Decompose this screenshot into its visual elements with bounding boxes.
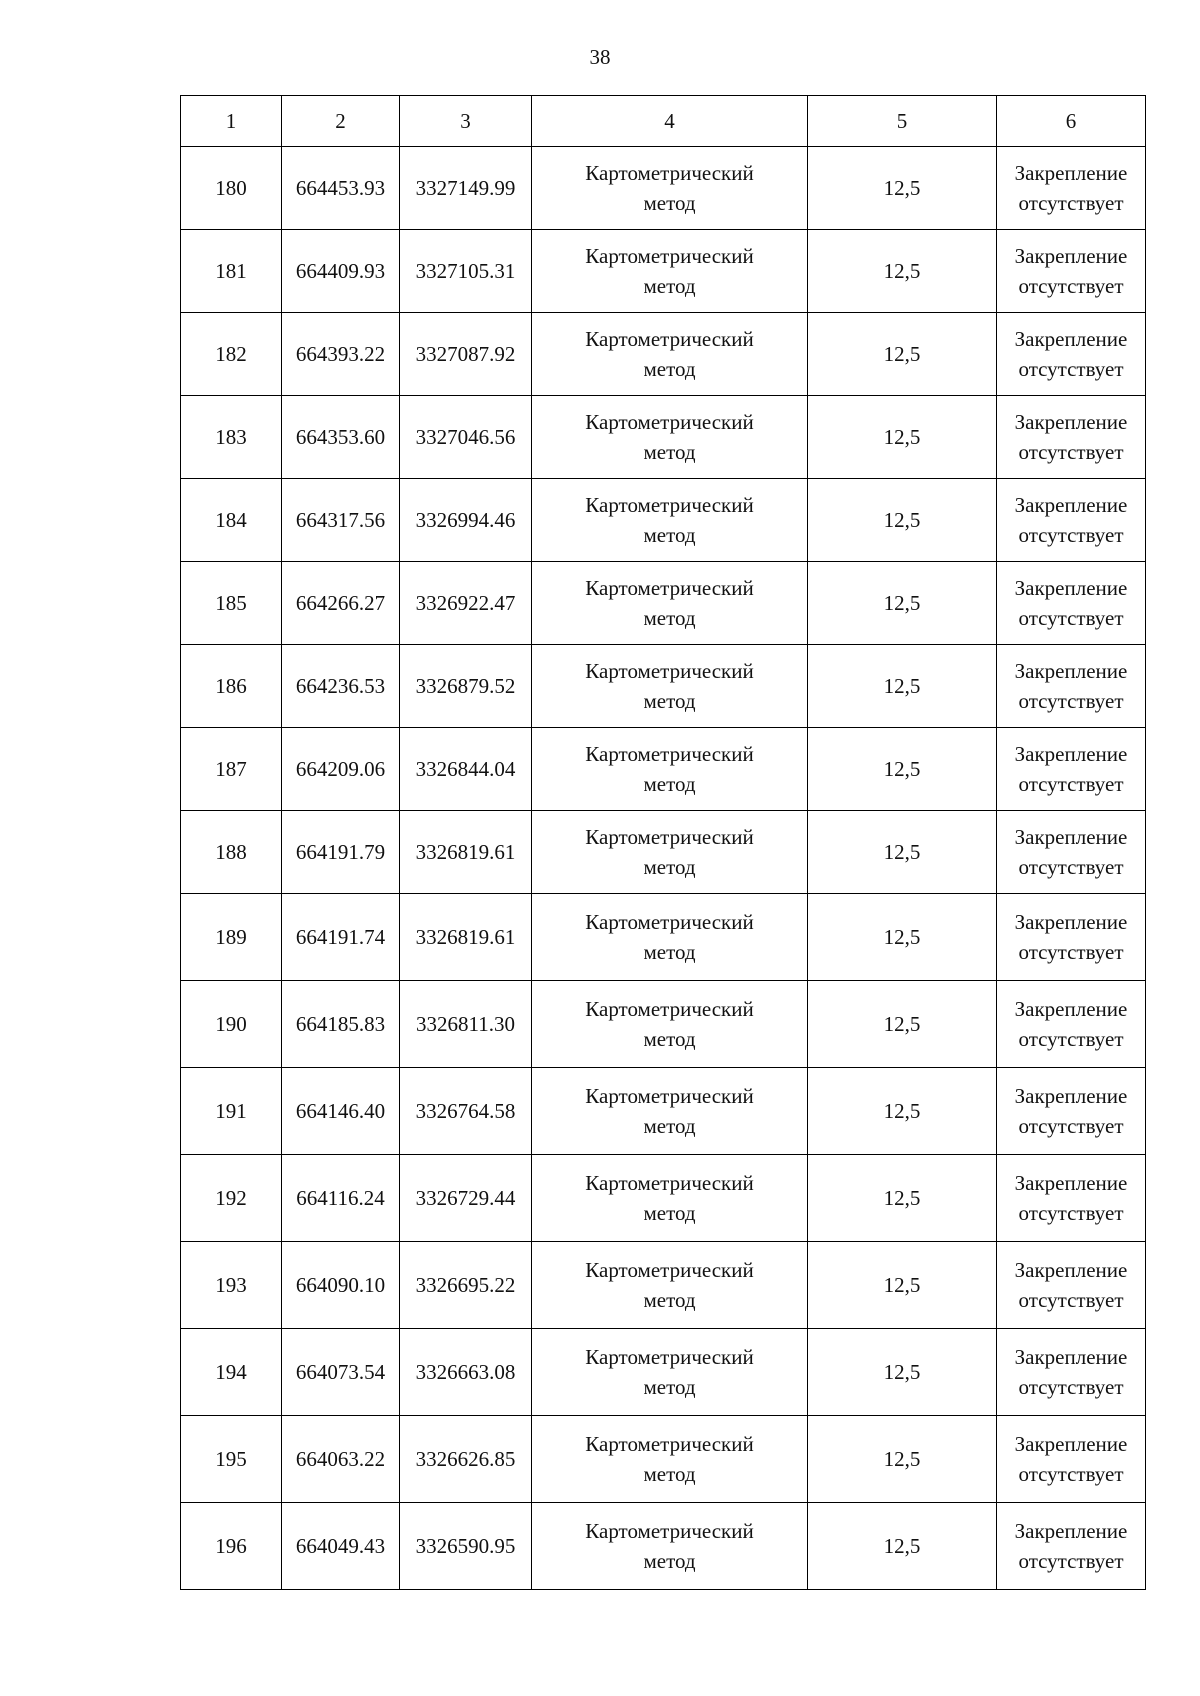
table-row: [181, 562, 1146, 645]
accuracy-cell: 12,5: [808, 1155, 997, 1242]
x-coordinate-cell: 664090.10: [282, 1242, 400, 1329]
y-coordinate-cell: 3326729.44: [400, 1155, 532, 1242]
fixation-cell: [997, 313, 1146, 396]
x-coordinate-cell: 664353.60: [282, 396, 400, 479]
fixation-cell: [997, 562, 1146, 645]
point-number-cell: 181: [181, 230, 282, 313]
point-number-cell: 187: [181, 728, 282, 811]
point-number-cell: 184: [181, 479, 282, 562]
fixation-cell: [997, 1155, 1146, 1242]
method-cell: [532, 1242, 808, 1329]
method-text: Картометрический метод: [585, 742, 754, 796]
coordinates-table: [180, 95, 1146, 1590]
fixation-cell: [997, 396, 1146, 479]
fixation-text: Закрепление отсутствует: [1014, 1171, 1128, 1225]
y-coordinate-cell: 3326590.95: [400, 1503, 532, 1590]
method-cell: [532, 230, 808, 313]
fixation-cell: [997, 728, 1146, 811]
fixation-text: Закрепление отсутствует: [1014, 410, 1128, 464]
y-coordinate-cell: 3326819.61: [400, 894, 532, 981]
point-number-cell: 194: [181, 1329, 282, 1416]
method-cell: [532, 396, 808, 479]
method-text: Картометрический метод: [585, 659, 754, 713]
table-row: [181, 645, 1146, 728]
fixation-cell: [997, 894, 1146, 981]
header-col-1: 1: [181, 96, 282, 147]
y-coordinate-cell: 3327149.99: [400, 147, 532, 230]
method-text: Картометрический метод: [585, 1171, 754, 1225]
method-text: Картометрический метод: [585, 410, 754, 464]
table-row: [181, 1155, 1146, 1242]
table-row: [181, 894, 1146, 981]
accuracy-cell: 12,5: [808, 562, 997, 645]
method-text: Картометрический метод: [585, 1432, 754, 1486]
table-row: [181, 1068, 1146, 1155]
y-coordinate-cell: 3326811.30: [400, 981, 532, 1068]
header-col-6: 6: [997, 96, 1146, 147]
table-row: [181, 147, 1146, 230]
method-cell: [532, 645, 808, 728]
x-coordinate-cell: 664063.22: [282, 1416, 400, 1503]
point-number-cell: 188: [181, 811, 282, 894]
method-text: Картометрический метод: [585, 910, 754, 964]
fixation-text: Закрепление отсутствует: [1014, 493, 1128, 547]
y-coordinate-cell: 3326844.04: [400, 728, 532, 811]
fixation-cell: [997, 147, 1146, 230]
fixation-cell: [997, 811, 1146, 894]
table-row: [181, 1416, 1146, 1503]
accuracy-cell: 12,5: [808, 313, 997, 396]
fixation-text: Закрепление отсутствует: [1014, 1432, 1128, 1486]
fixation-text: Закрепление отсутствует: [1014, 910, 1128, 964]
fixation-cell: [997, 230, 1146, 313]
y-coordinate-cell: 3327105.31: [400, 230, 532, 313]
method-cell: [532, 479, 808, 562]
fixation-text: Закрепление отсутствует: [1014, 1345, 1128, 1399]
method-cell: [532, 1068, 808, 1155]
point-number-cell: 193: [181, 1242, 282, 1329]
fixation-text: Закрепление отсутствует: [1014, 576, 1128, 630]
method-cell: [532, 313, 808, 396]
method-text: Картометрический метод: [585, 1345, 754, 1399]
accuracy-cell: 12,5: [808, 1242, 997, 1329]
point-number-cell: 185: [181, 562, 282, 645]
fixation-cell: [997, 645, 1146, 728]
table-row: [181, 1242, 1146, 1329]
accuracy-cell: 12,5: [808, 728, 997, 811]
y-coordinate-cell: 3326764.58: [400, 1068, 532, 1155]
accuracy-cell: 12,5: [808, 396, 997, 479]
header-col-3: 3: [400, 96, 532, 147]
accuracy-cell: 12,5: [808, 645, 997, 728]
fixation-text: Закрепление отсутствует: [1014, 825, 1128, 879]
point-number-cell: 196: [181, 1503, 282, 1590]
method-cell: [532, 1416, 808, 1503]
y-coordinate-cell: 3326994.46: [400, 479, 532, 562]
x-coordinate-cell: 664116.24: [282, 1155, 400, 1242]
table-header: [181, 96, 1146, 147]
fixation-text: Закрепление отсутствует: [1014, 327, 1128, 381]
x-coordinate-cell: 664073.54: [282, 1329, 400, 1416]
x-coordinate-cell: 664185.83: [282, 981, 400, 1068]
method-cell: [532, 562, 808, 645]
header-col-5: 5: [808, 96, 997, 147]
fixation-cell: [997, 1242, 1146, 1329]
method-text: Картометрический метод: [585, 1258, 754, 1312]
method-cell: [532, 894, 808, 981]
fixation-cell: [997, 1416, 1146, 1503]
method-text: Картометрический метод: [585, 493, 754, 547]
table-row: [181, 981, 1146, 1068]
point-number-cell: 192: [181, 1155, 282, 1242]
point-number-cell: 195: [181, 1416, 282, 1503]
y-coordinate-cell: 3327046.56: [400, 396, 532, 479]
fixation-cell: [997, 479, 1146, 562]
x-coordinate-cell: 664209.06: [282, 728, 400, 811]
point-number-cell: 186: [181, 645, 282, 728]
method-text: Картометрический метод: [585, 327, 754, 381]
accuracy-cell: 12,5: [808, 230, 997, 313]
x-coordinate-cell: 664317.56: [282, 479, 400, 562]
point-number-cell: 189: [181, 894, 282, 981]
page-number: 38: [589, 45, 611, 69]
fixation-text: Закрепление отсутствует: [1014, 244, 1128, 298]
method-cell: [532, 1155, 808, 1242]
fixation-cell: [997, 981, 1146, 1068]
y-coordinate-cell: 3326626.85: [400, 1416, 532, 1503]
x-coordinate-cell: 664236.53: [282, 645, 400, 728]
table-row: [181, 728, 1146, 811]
fixation-text: Закрепление отсутствует: [1014, 659, 1128, 713]
x-coordinate-cell: 664049.43: [282, 1503, 400, 1590]
x-coordinate-cell: 664146.40: [282, 1068, 400, 1155]
accuracy-cell: 12,5: [808, 1503, 997, 1590]
header-col-4: 4: [532, 96, 808, 147]
accuracy-cell: 12,5: [808, 479, 997, 562]
fixation-text: Закрепление отсутствует: [1014, 161, 1128, 215]
table-row: [181, 811, 1146, 894]
y-coordinate-cell: 3326695.22: [400, 1242, 532, 1329]
x-coordinate-cell: 664393.22: [282, 313, 400, 396]
fixation-cell: [997, 1329, 1146, 1416]
accuracy-cell: 12,5: [808, 147, 997, 230]
table-row: [181, 313, 1146, 396]
method-text: Картометрический метод: [585, 1519, 754, 1573]
fixation-text: Закрепление отсутствует: [1014, 742, 1128, 796]
fixation-text: Закрепление отсутствует: [1014, 997, 1128, 1051]
table-row: [181, 1503, 1146, 1590]
method-text: Картометрический метод: [585, 997, 754, 1051]
method-text: Картометрический метод: [585, 576, 754, 630]
point-number-cell: 191: [181, 1068, 282, 1155]
x-coordinate-cell: 664266.27: [282, 562, 400, 645]
method-text: Картометрический метод: [585, 1084, 754, 1138]
method-cell: [532, 1503, 808, 1590]
fixation-text: Закрепление отсутствует: [1014, 1258, 1128, 1312]
accuracy-cell: 12,5: [808, 1416, 997, 1503]
table-row: [181, 230, 1146, 313]
x-coordinate-cell: 664191.74: [282, 894, 400, 981]
accuracy-cell: 12,5: [808, 1068, 997, 1155]
point-number-cell: 180: [181, 147, 282, 230]
point-number-cell: 182: [181, 313, 282, 396]
method-cell: [532, 728, 808, 811]
point-number-cell: 190: [181, 981, 282, 1068]
method-text: Картометрический метод: [585, 244, 754, 298]
y-coordinate-cell: 3326922.47: [400, 562, 532, 645]
fixation-cell: [997, 1068, 1146, 1155]
x-coordinate-cell: 664409.93: [282, 230, 400, 313]
accuracy-cell: 12,5: [808, 811, 997, 894]
method-cell: [532, 147, 808, 230]
accuracy-cell: 12,5: [808, 1329, 997, 1416]
method-text: Картометрический метод: [585, 161, 754, 215]
method-cell: [532, 811, 808, 894]
y-coordinate-cell: 3327087.92: [400, 313, 532, 396]
table-row: [181, 479, 1146, 562]
y-coordinate-cell: 3326819.61: [400, 811, 532, 894]
method-cell: [532, 1329, 808, 1416]
header-col-2: 2: [282, 96, 400, 147]
method-cell: [532, 981, 808, 1068]
table-row: [181, 1329, 1146, 1416]
x-coordinate-cell: 664191.79: [282, 811, 400, 894]
x-coordinate-cell: 664453.93: [282, 147, 400, 230]
point-number-cell: 183: [181, 396, 282, 479]
y-coordinate-cell: 3326663.08: [400, 1329, 532, 1416]
header-row: [181, 96, 1146, 147]
fixation-text: Закрепление отсутствует: [1014, 1519, 1128, 1573]
accuracy-cell: 12,5: [808, 981, 997, 1068]
table-row: [181, 396, 1146, 479]
method-text: Картометрический метод: [585, 825, 754, 879]
table-body: [181, 147, 1146, 1590]
fixation-text: Закрепление отсутствует: [1014, 1084, 1128, 1138]
y-coordinate-cell: 3326879.52: [400, 645, 532, 728]
fixation-cell: [997, 1503, 1146, 1590]
accuracy-cell: 12,5: [808, 894, 997, 981]
